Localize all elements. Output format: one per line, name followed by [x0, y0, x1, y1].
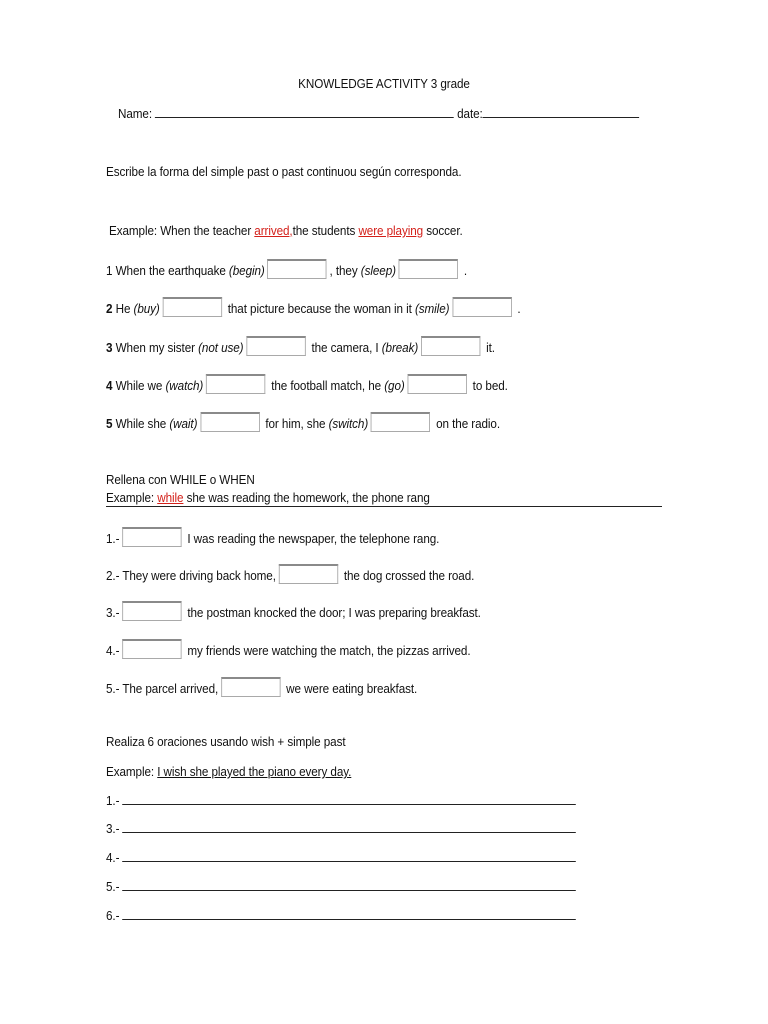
- verb-hint: (sleep): [360, 263, 396, 278]
- fill-item-3: [106, 601, 481, 621]
- wish-line-4: [106, 849, 576, 865]
- item-number: 4: [106, 378, 113, 393]
- example-text: the students: [292, 223, 356, 238]
- name-blank[interactable]: [155, 105, 454, 118]
- answer-box[interactable]: [206, 374, 265, 394]
- answer-box[interactable]: [200, 412, 259, 432]
- item-text: the football match, he: [271, 378, 382, 393]
- answer-line[interactable]: [123, 792, 577, 805]
- exercise-item-2: [106, 297, 521, 317]
- page-title: KNOWLEDGE ACTIVITY 3 grade: [298, 76, 470, 91]
- answer-box[interactable]: [371, 412, 430, 432]
- item-number: 2: [106, 301, 113, 316]
- answer-box[interactable]: [407, 374, 466, 394]
- example-word: while: [157, 490, 184, 505]
- section1-example: [109, 223, 463, 238]
- answer-box[interactable]: [267, 259, 326, 279]
- answer-box[interactable]: [421, 336, 480, 356]
- fill-item-2: [106, 564, 474, 584]
- line-number: 6.-: [106, 908, 120, 923]
- wish-line-5: [106, 878, 576, 894]
- answer-line[interactable]: [123, 878, 577, 891]
- section3-example: [106, 764, 351, 779]
- item-text: While she: [115, 416, 167, 431]
- example-text: Example: When the teacher: [109, 223, 252, 238]
- answer-box[interactable]: [221, 677, 280, 697]
- item-text: I was reading the newspaper, the telephone rang.: [187, 531, 440, 546]
- fill-item-1: [106, 527, 439, 547]
- verb-hint: (wait): [169, 416, 198, 431]
- answer-box[interactable]: [279, 564, 338, 584]
- item-text: we were eating breakfast.: [286, 681, 418, 696]
- item-text: my friends were watching the match, the pizzas arrived.: [187, 643, 471, 658]
- section2-instruction: Rellena con WHILE o WHEN: [106, 472, 255, 487]
- answer-box[interactable]: [452, 297, 511, 317]
- section3-instruction: Realiza 6 oraciones usando wish + simple past: [106, 734, 346, 749]
- item-number: 5: [106, 416, 113, 431]
- item-text: When my sister: [115, 340, 195, 355]
- line-number: 1.-: [106, 793, 120, 808]
- line-number: 5.-: [106, 879, 120, 894]
- answer-line[interactable]: [123, 849, 577, 862]
- section1-instruction: Escribe la forma del simple past o past continuou según corresponda.: [106, 164, 462, 179]
- item-number: 3: [106, 340, 113, 355]
- item-text: the postman knocked the door; I was preparing breakfast.: [187, 605, 481, 620]
- date-label: date:: [457, 106, 483, 121]
- name-date-row: [118, 105, 639, 121]
- exercise-item-1: [106, 259, 467, 279]
- example-text: I wish she played the piano every day.: [157, 764, 352, 779]
- wish-line-1: [106, 792, 576, 808]
- item-text: it.: [486, 340, 495, 355]
- item-number: 1: [106, 263, 113, 278]
- example-verb-1: arrived,: [254, 223, 293, 238]
- example-verb-2: were playing: [358, 223, 424, 238]
- item-text: 5.- The parcel arrived,: [106, 681, 219, 696]
- verb-hint: (smile): [414, 301, 450, 316]
- item-text: While we: [115, 378, 163, 393]
- answer-box[interactable]: [399, 259, 458, 279]
- wish-line-3: [106, 820, 576, 836]
- item-text: .: [517, 301, 521, 316]
- item-text: the camera, I: [311, 340, 379, 355]
- item-text: When the earthquake: [115, 263, 226, 278]
- example-label: Example:: [106, 764, 155, 779]
- item-text: .: [463, 263, 468, 278]
- verb-hint: (watch): [165, 378, 204, 393]
- line-number: 3.-: [106, 821, 120, 836]
- item-text: the dog crossed the road.: [343, 568, 475, 583]
- example-label: Example:: [106, 490, 155, 505]
- wish-line-6: [106, 907, 576, 923]
- answer-line[interactable]: [123, 820, 577, 833]
- item-text: for him, she: [265, 416, 326, 431]
- section2-example: [106, 490, 430, 505]
- verb-hint: (break): [381, 340, 419, 355]
- date-blank[interactable]: [483, 105, 640, 118]
- item-text: that picture because the woman in it: [227, 301, 412, 316]
- example-text: soccer.: [426, 223, 463, 238]
- item-text: 4.-: [106, 643, 120, 658]
- name-label: Name:: [118, 106, 153, 121]
- verb-hint: (not use): [198, 340, 244, 355]
- verb-hint: (switch): [328, 416, 369, 431]
- exercise-item-3: [106, 336, 495, 356]
- item-text: He: [115, 301, 131, 316]
- item-text: 2.- They were driving back home,: [106, 568, 276, 583]
- item-text: , they: [329, 263, 358, 278]
- fill-item-4: [106, 639, 470, 659]
- answer-box[interactable]: [162, 297, 221, 317]
- exercise-item-4: [106, 374, 508, 394]
- item-text: to bed.: [472, 378, 508, 393]
- answer-line[interactable]: [123, 907, 577, 920]
- verb-hint: (buy): [133, 301, 160, 316]
- exercise-item-5: [106, 412, 500, 432]
- answer-box[interactable]: [246, 336, 305, 356]
- line-number: 4.-: [106, 850, 120, 865]
- section2-divider: [106, 506, 662, 507]
- answer-box[interactable]: [122, 601, 181, 621]
- fill-item-5: [106, 677, 417, 697]
- answer-box[interactable]: [122, 639, 181, 659]
- example-text: she was reading the homework, the phone rang: [186, 490, 430, 505]
- answer-box[interactable]: [122, 527, 181, 547]
- verb-hint: (go): [384, 378, 405, 393]
- item-text: 3.-: [106, 605, 120, 620]
- verb-hint: (begin): [228, 263, 265, 278]
- item-text: 1.-: [106, 531, 120, 546]
- item-text: on the radio.: [436, 416, 501, 431]
